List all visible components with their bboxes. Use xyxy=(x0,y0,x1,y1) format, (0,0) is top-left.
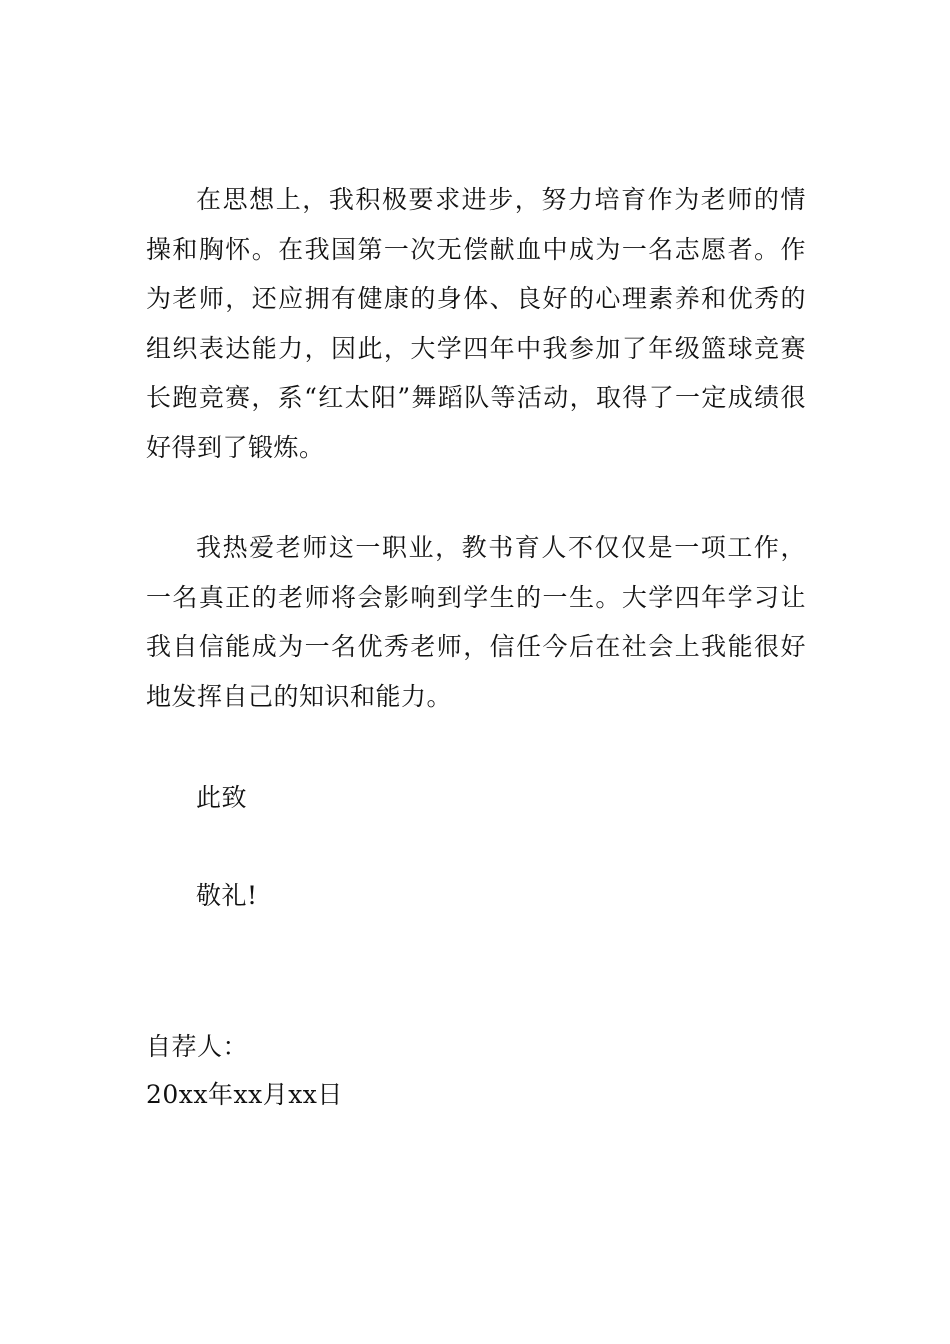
signer-label: 自荐人： xyxy=(146,1032,249,1061)
letter-date: 20xx年xx月xx日 xyxy=(146,1080,343,1109)
body-paragraph-1: 在思想上，我积极要求进步，努力培育作为老师的情操和胸怀。在我国第一次无偿献血中成为一名志愿者。作为老师，还应拥有健康的身体、良好的心理素养和优秀的组织表达能力，因此，大学四年中我参加了年级篮球竞赛长跑竞赛，系“红太阳”舞蹈队等活动，取得了一定成绩很好得到了锻炼。 xyxy=(146,185,806,462)
closing-regards: 敬礼! xyxy=(196,881,258,910)
body-paragraph-2: 我热爱老师这一职业，教书育人不仅仅是一项工作，一名真正的老师将会影响到学生的一生。大学四年学习让我自信能成为一名优秀老师，信任今后在社会上我能很好地发挥自己的知识和能力。 xyxy=(146,533,806,711)
closing-salutation: 此致 xyxy=(196,783,248,812)
